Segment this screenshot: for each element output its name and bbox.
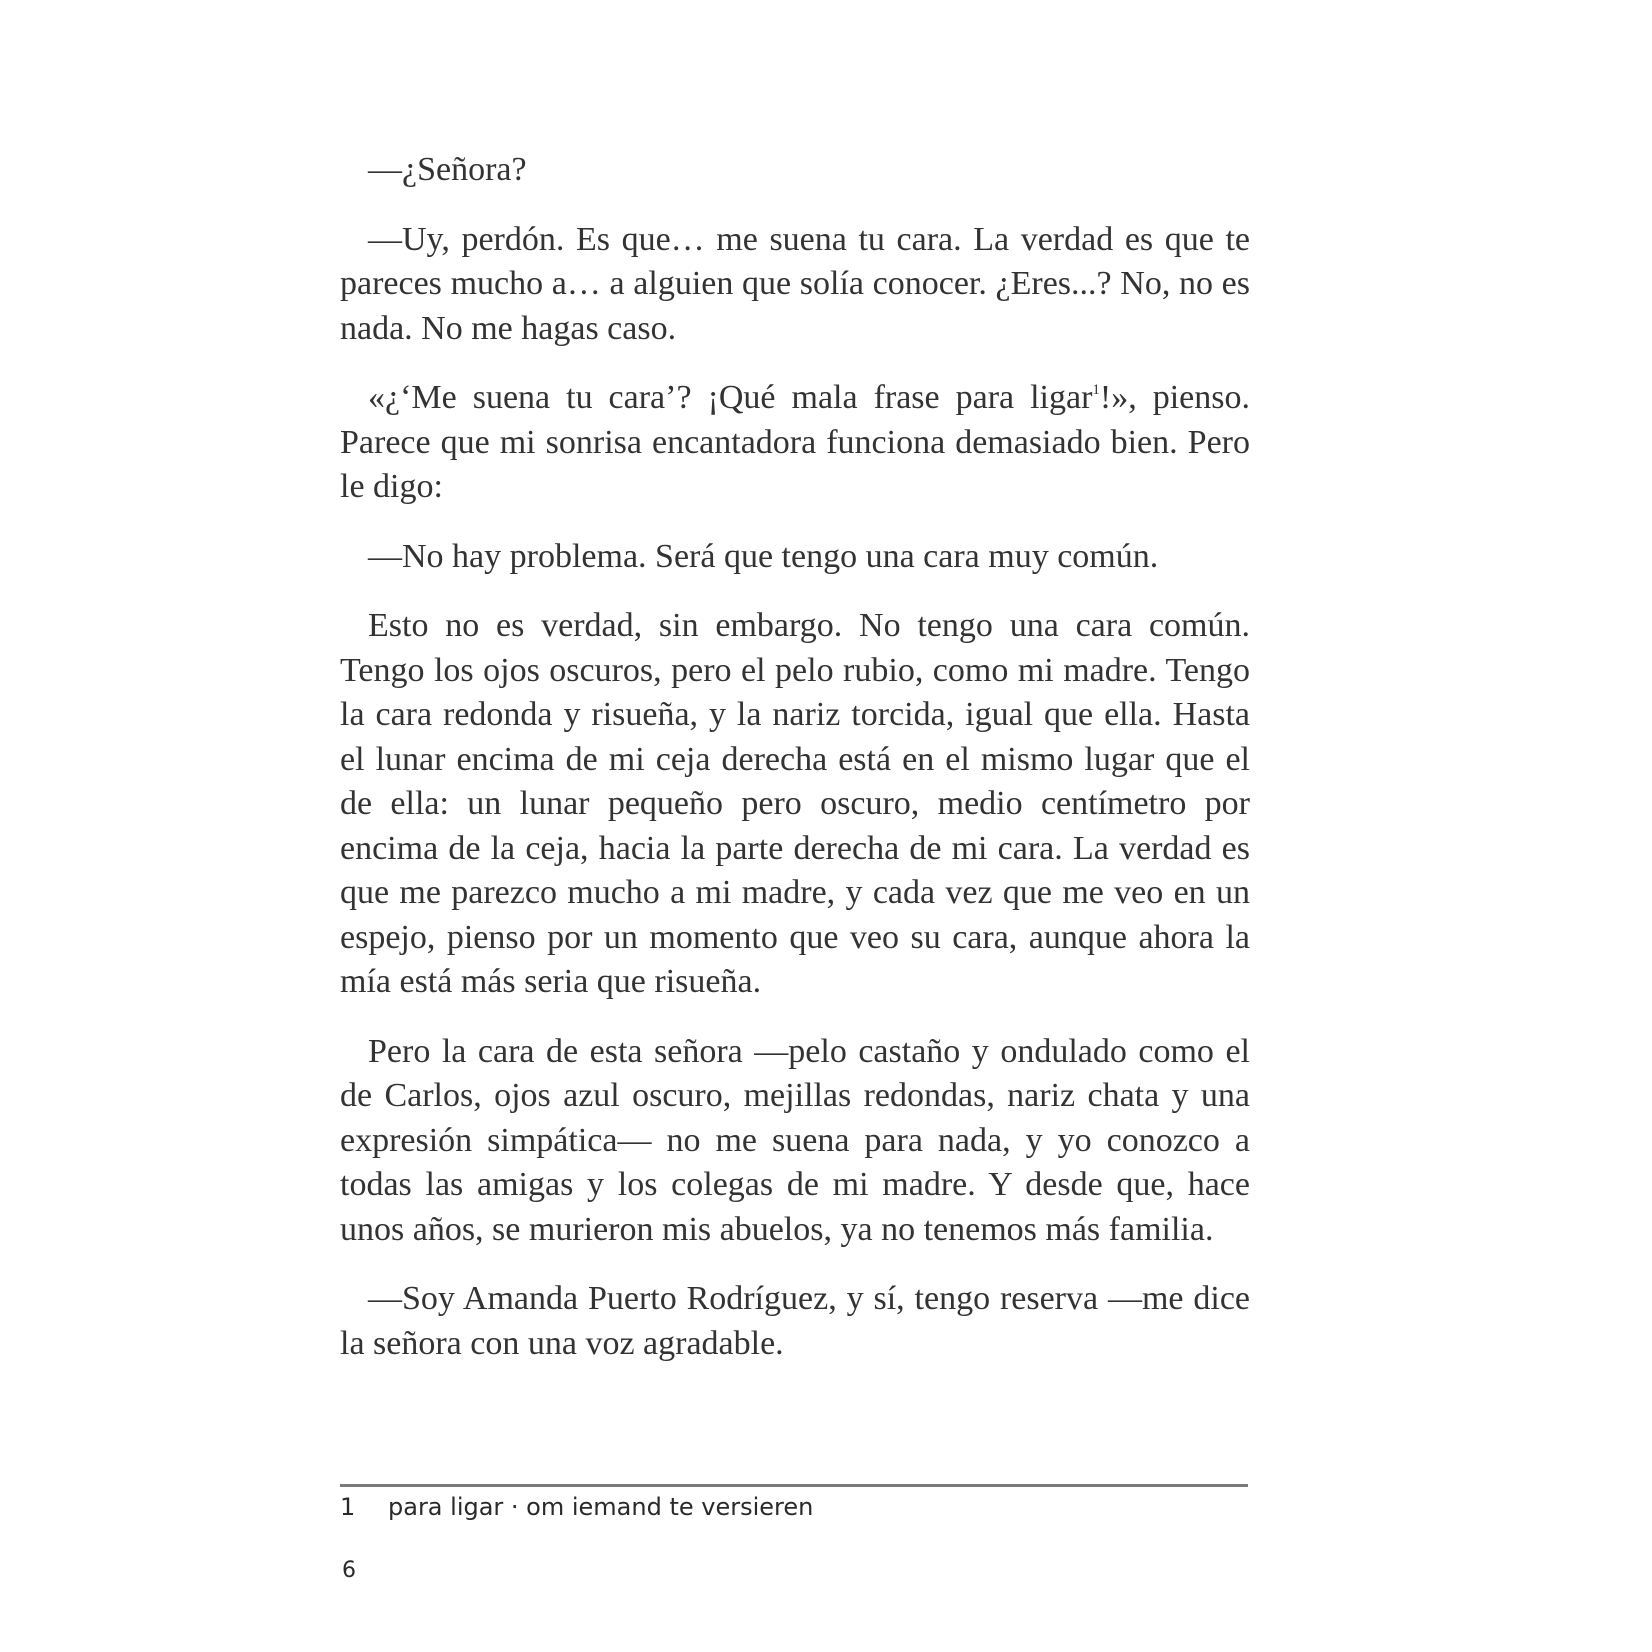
footnote <box>340 1490 1250 1524</box>
paragraph-3-part-1: «¿‘Me suena tu cara’? ¡Qué mala frase para ligar <box>368 379 1093 416</box>
footnote-text: para ligar · om iemand te versieren <box>388 1493 814 1521</box>
page-number: 6 <box>342 1558 356 1583</box>
paragraph-3 <box>340 376 1250 510</box>
body-text <box>340 148 1250 1391</box>
paragraph-3-part-2: !», pienso. Parece que mi sonrisa encantadora funciona demasiado bien. Pero le digo: <box>340 379 1251 505</box>
footnote-number: 1 <box>340 1493 356 1521</box>
footnote-reference[interactable]: 1 <box>1092 382 1100 398</box>
paragraph-1: —¿Señora? <box>368 151 527 188</box>
paragraph-7: —Soy Amanda Puerto Rodríguez, y sí, tengo reserva —me dice la señora con una voz agradable. <box>340 1280 1250 1362</box>
paragraph-6: Pero la cara de esta señora —pelo castaño y ondulado como el de Carlos, ojos azul oscuro, mejillas redondas, nariz chata y una expresión simpática— no me suena para nada, y yo conozco a todas las amigas y los colegas de mi madre. Y desde que, hace unos años, se murieron mis abuelos, ya no tenemos más familia. <box>340 1032 1250 1248</box>
paragraph-5: Esto no es verdad, sin embargo. No tengo una cara común. Tengo los ojos oscuros, pero el pelo rubio, como mi madre. Tengo la cara redonda y risueña, y la nariz torcida, igual que ella. Hasta el lunar encima de mi ceja derecha está en el mismo lugar que el de ella: un lunar pequeño pero oscuro, medio centímetro por encima de la ceja, hacia la parte derecha de mi cara. La verdad es que me parezco mucho a mi madre, y cada vez que me veo en un espejo, pienso por un momento que veo su cara, aunque ahora la mía está más seria que risueña. <box>340 607 1250 1000</box>
footnote-divider <box>340 1484 1248 1487</box>
paragraph-4: —No hay problema. Será que tengo una cara muy común. <box>368 537 1159 575</box>
paragraph-2: —Uy, perdón. Es que… me suena tu cara. La verdad es que te pareces mucho a… a alguien que solía conocer. ¿Eres...? No, no es nada. No me hagas caso. <box>340 220 1250 347</box>
